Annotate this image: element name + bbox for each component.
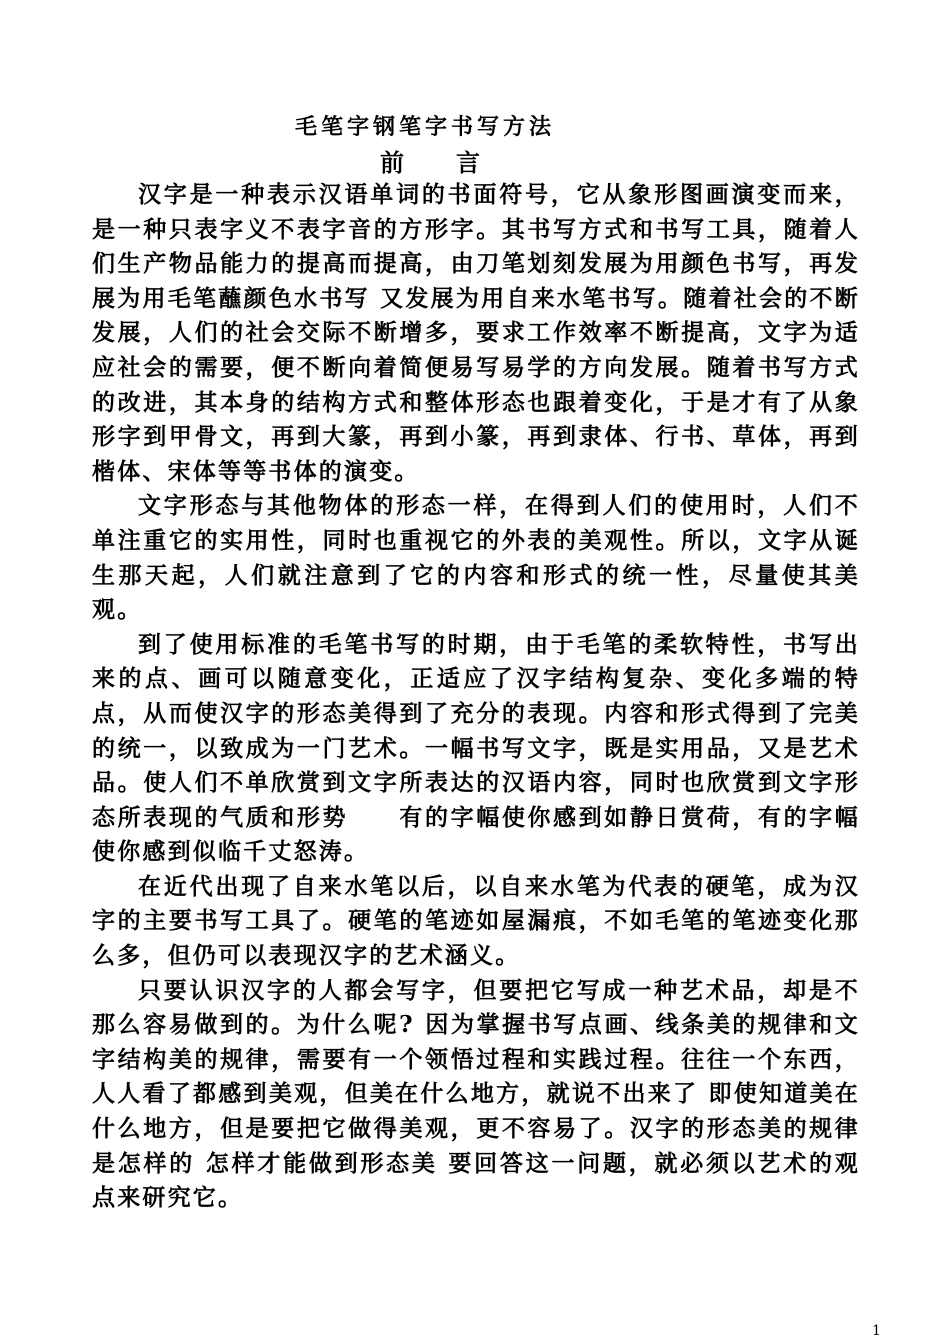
paragraph-2: 文字形态与其他物体的形态一样，在得到人们的使用时，人们不单注重它的实用性，同时也重视它的外表的美观性。所以，文字从诞生那天起，人们就注意到了它的内容和形式的统一性，尽量使其美观。 bbox=[92, 492, 860, 624]
document-title: 毛笔字钢笔字书写方法 bbox=[294, 114, 555, 140]
paragraph-3: 到了使用标准的毛笔书写的时期，由于毛笔的柔软特性，书写出来的点、画可以随意变化，正适应了汉字结构复杂、变化多端的特点，从而使汉字的形态美得到了充分的表现。内容和形式得到了完美的统一，以致成为一门艺术。一幅书写文字，既是实用品，又是艺术品。使人们不单欣赏到文字所表达的汉语内容，同时也欣赏到文字形态所表现的气质和形势 有的字幅使你感到如静日赏荷，有的字幅使你感到似临千丈怒涛。 bbox=[92, 630, 860, 866]
page-number: 1 bbox=[872, 1323, 881, 1339]
paragraph-4: 在近代出现了自来水笔以后，以自来水笔为代表的硬笔，成为汉字的主要书写工具了。硬笔的笔迹如屋漏痕，不如毛笔的笔迹变化那么多，但仍可以表现汉字的艺术涵义。 bbox=[92, 872, 860, 970]
section-heading: 前言 bbox=[380, 148, 532, 177]
paragraph-1: 汉字是一种表示汉语单词的书面符号，它从象形图画演变而来，是一种只表字义不表字音的方形字。其书写方式和书写工具，随着人们生产物品能力的提高而提高，由刀笔划刻发展为用颜色书写，再发展为用毛笔蘸颜色水书写 又发展为用自来水笔书写。随着社会的不断发展，人们的社会交际不断增多，要求工作效率不断提高，文字为适应社会的需要，便不断向着简便易写易学的方向发展。随着书写方式的改进，其本身的结构方式和整体形态也跟着变化，于是才有了从象形字到甲骨文，再到大篆，再到小篆，再到隶体、行书、草体，再到楷体、宋体等等书体的演变。 bbox=[92, 181, 860, 485]
document-body bbox=[92, 178, 860, 1216]
paragraph-5: 只要认识汉字的人都会写字，但要把它写成一种艺术品，却是不那么容易做到的。为什么呢? 因为掌握书写点画、线条美的规律和文字结构美的规律，需要有一个领悟过程和实践过程。往往一个东西，人人看了都感到美观，但美在什么地方，就说不出来了 即使知道美在什么地方，但是要把它做得美观，更不容易了。汉字的形态美的规律是怎样的 怎样才能做到形态美 要回答这一问题，就必须以艺术的观点来研究它。 bbox=[92, 976, 860, 1212]
